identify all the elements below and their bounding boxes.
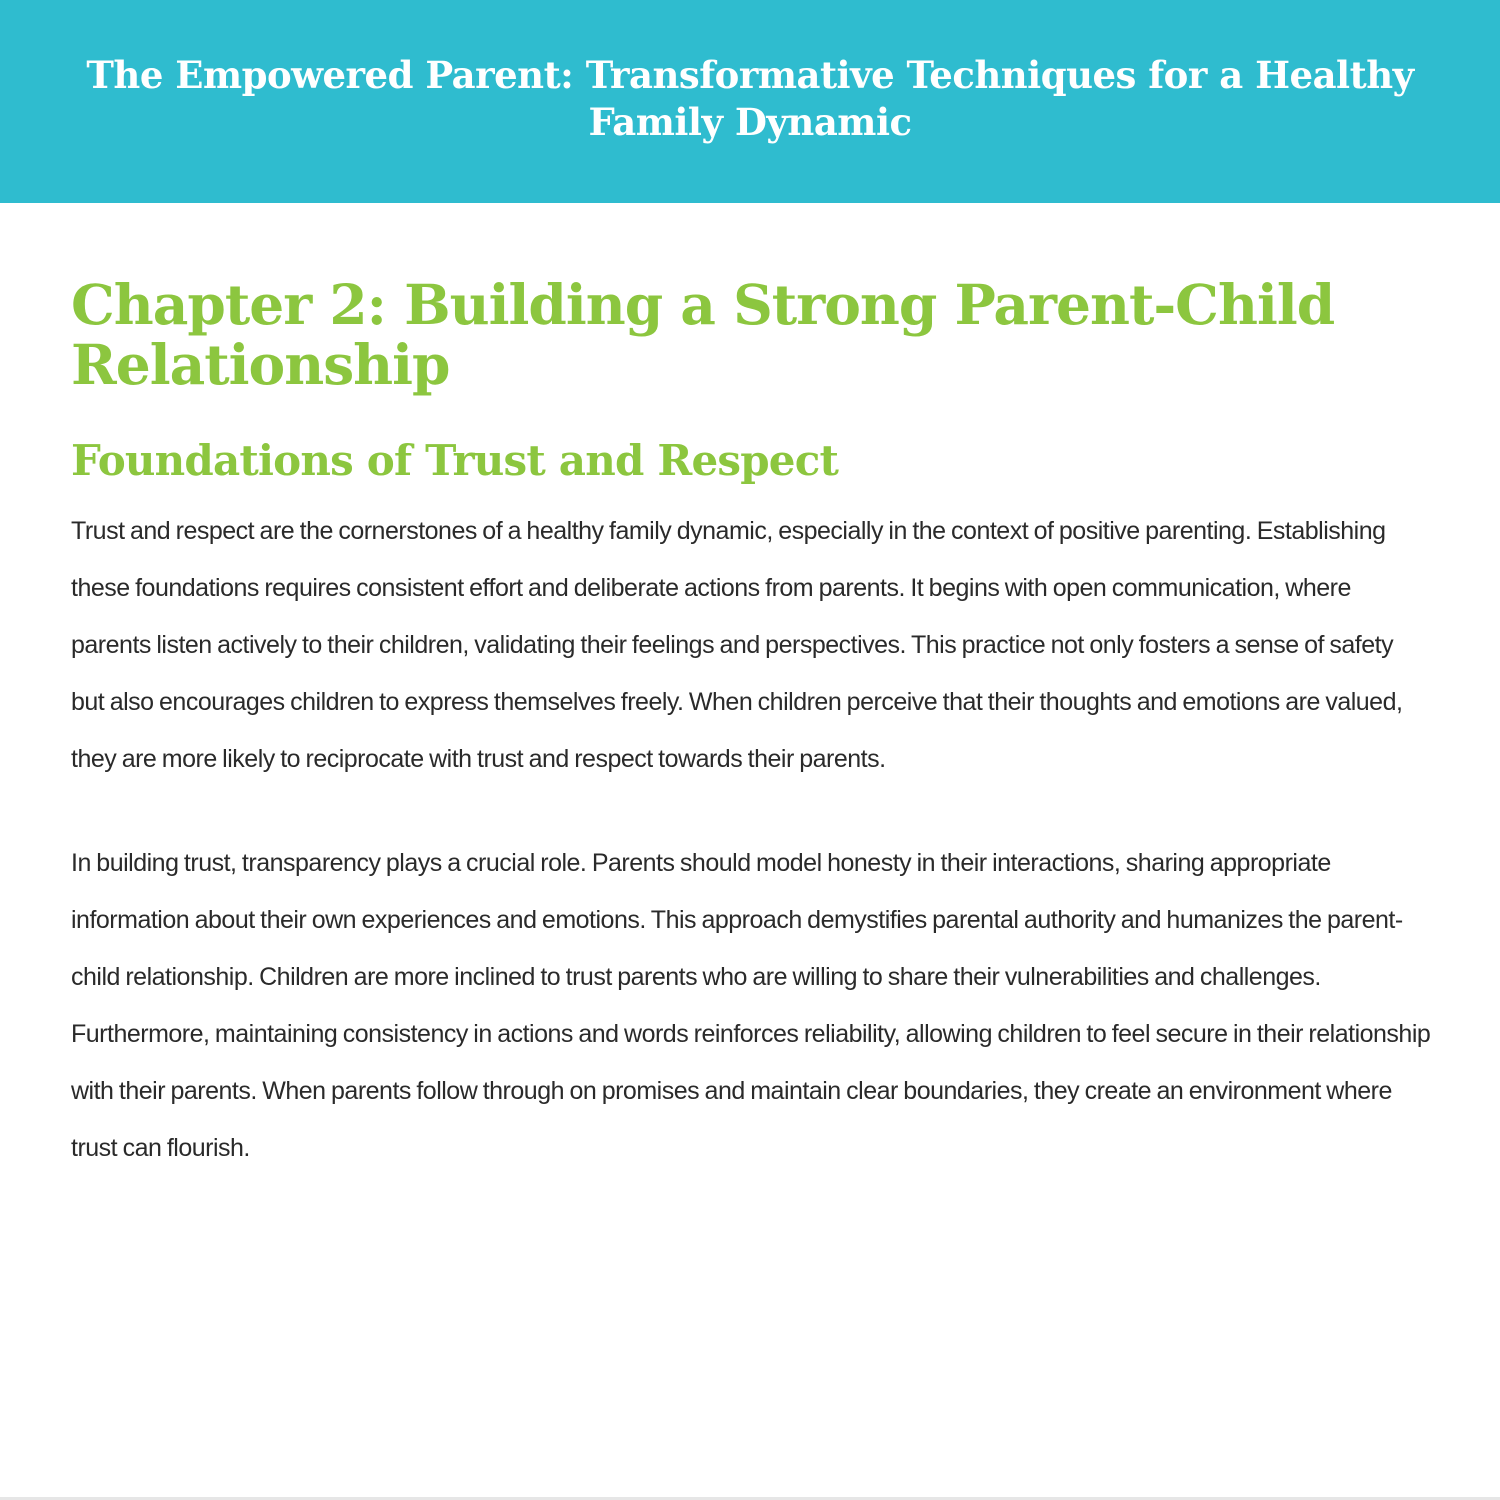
title-banner: [0, 0, 1500, 203]
book-title: The Empowered Parent: Transformative Techniques for a Healthy Family Dynamic: [86, 53, 1414, 144]
body-paragraph-1: Trust and respect are the cornerstones of a healthy family dynamic, especially in the context of positive parenting. Establishing these foundations requires consistent effort and deliberate actions from parents. It begins with open communication, where parents listen actively to their children, validating their feelings and perspectives. This practice not only fosters a sense of safety but also encourages children to express themselves freely. When children perceive that their thoughts and emotions are valued, they are more likely to reciprocate with trust and respect towards their parents.: [71, 517, 1403, 773]
body-paragraph-2: In building trust, transparency plays a crucial role. Parents should model honesty in their interactions, sharing appropriate information about their own experiences and emotions. This approach demystifies parental authority and humanizes the parent-child relationship. Children are more inclined to trust parents who are willing to share their vulnerabilities and challenges. Furthermore, maintaining consistency in actions and words reinforces reliability, allowing children to feel secure in their relationship with their parents. When parents follow through on promises and maintain clear boundaries, they create an environment where trust can flourish.: [71, 849, 1431, 1162]
chapter-title: Chapter 2: Building a Strong Parent-Child Relationship: [71, 272, 1335, 397]
chapter-content: [71, 272, 1431, 1177]
section-title: Foundations of Trust and Respect: [71, 436, 839, 485]
